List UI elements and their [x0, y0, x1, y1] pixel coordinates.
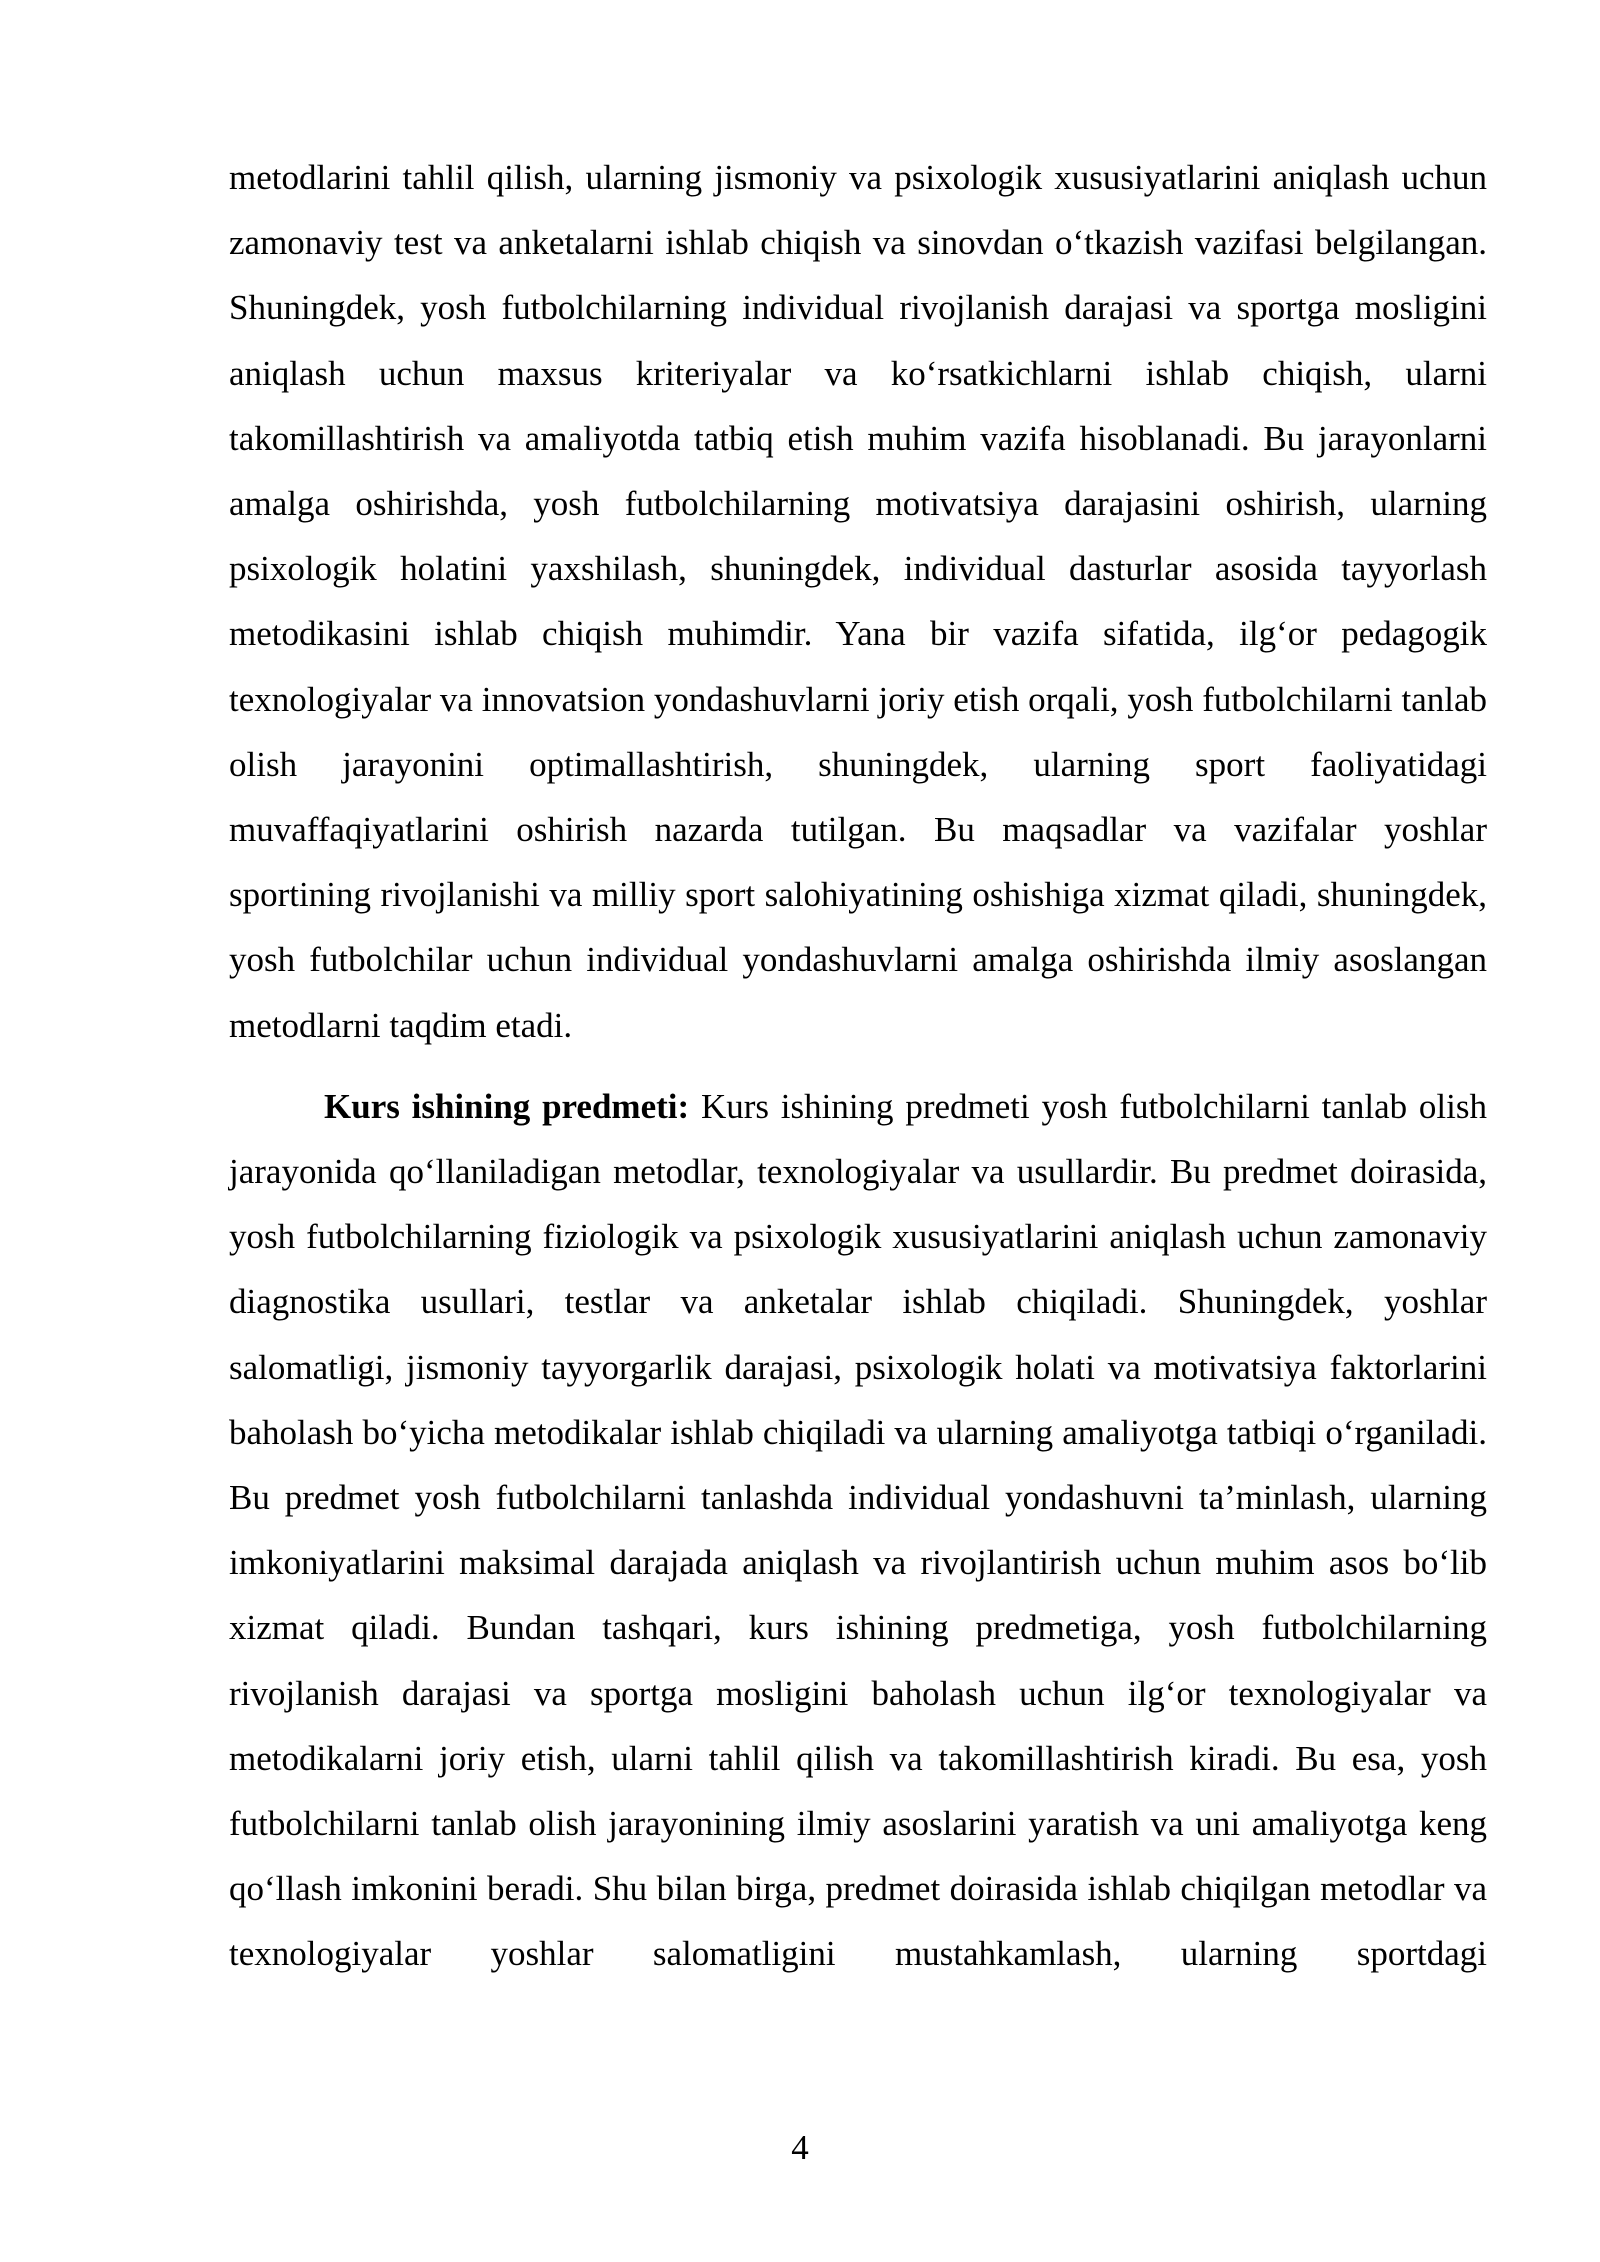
page-body: [229, 145, 1487, 1987]
paragraph-2-text: Kurs ishining predmeti yosh futbolchilarni tanlab olish jarayonida qo‘llaniladigan metodlar, texnologiyalar va usullardir. Bu predmet doirasida, yosh futbolchilarning fiziologik va psixologik xususiyatlarini aniqlash uchun zamonaviy diagnostika usullari, testlar va anketalar ishlab chiqiladi. Shuningdek, yoshlar salomatligi, jismoniy tayyorgarlik darajasi, psixologik holati va motivatsiya faktorlarini baholash bo‘yicha metodikalar ishlab chiqiladi va ularning amaliyotga tatbiqi o‘rganiladi. Bu predmet yosh futbolchilarni tanlashda individual yondashuvni ta’minlash, ularning imkoniyatlarini maksimal darajada aniqlash va rivojlantirish uchun muhim asos bo‘lib xizmat qiladi. Bundan tashqari, kurs ishining predmetiga, yosh futbolchilarning rivojlanish darajasi va sportga mosligini baholash uchun ilg‘or texnologiyalar va metodikalarni joriy etish, ularni tahlil qilish va takomillashtirish kiradi. Bu esa, yosh futbolchilarni tanlab olish jarayonining ilmiy asoslarini yaratish va uni amaliyotga keng qo‘llash imkonini beradi. Shu bilan birga, predmet doirasida ishlab chiqilgan metodlar va texnologiyalar yoshlar salomatligini mustahkamlash, ularning sportdagi: [229, 1086, 1487, 1974]
page-number: 4: [791, 2128, 809, 2167]
paragraph-heading: Kurs ishining predmeti:: [324, 1086, 690, 1126]
body-paragraph-2: [229, 1074, 1487, 1987]
body-paragraph-1: metodlarini tahlil qilish, ularning jismoniy va psixologik xususiyatlarini aniqlash uchun zamonaviy test va anketalarni ishlab chiqish va sinovdan o‘tkazish vazifasi belgilangan. Shuningdek, yosh futbolchilarning individual rivojlanish darajasi va sportga mosligini aniqlash uchun maxsus kriteriyalar va ko‘rsatkichlarni ishlab chiqish, ularni takomillashtirish va amaliyotda tatbiq etish muhim vazifa hisoblanadi. Bu jarayonlarni amalga oshirishda, yosh futbolchilarning motivatsiya darajasini oshirish, ularning psixologik holatini yaxshilash, shuningdek, individual dasturlar asosida tayyorlash metodikasini ishlab chiqish muhimdir. Yana bir vazifa sifatida, ilg‘or pedagogik texnologiyalar va innovatsion yondashuvlarni joriy etish orqali, yosh futbolchilarni tanlab olish jarayonini optimallashtirish, shuningdek, ularning sport faoliyatidagi muvaffaqiyatlarini oshirish nazarda tutilgan. Bu maqsadlar va vazifalar yoshlar sportining rivojlanishi va milliy sport salohiyatining oshishiga xizmat qiladi, shuningdek, yosh futbolchilar uchun individual yondashuvlarni amalga oshirishda ilmiy asoslangan metodlarni taqdim etadi.: [229, 158, 1487, 1045]
